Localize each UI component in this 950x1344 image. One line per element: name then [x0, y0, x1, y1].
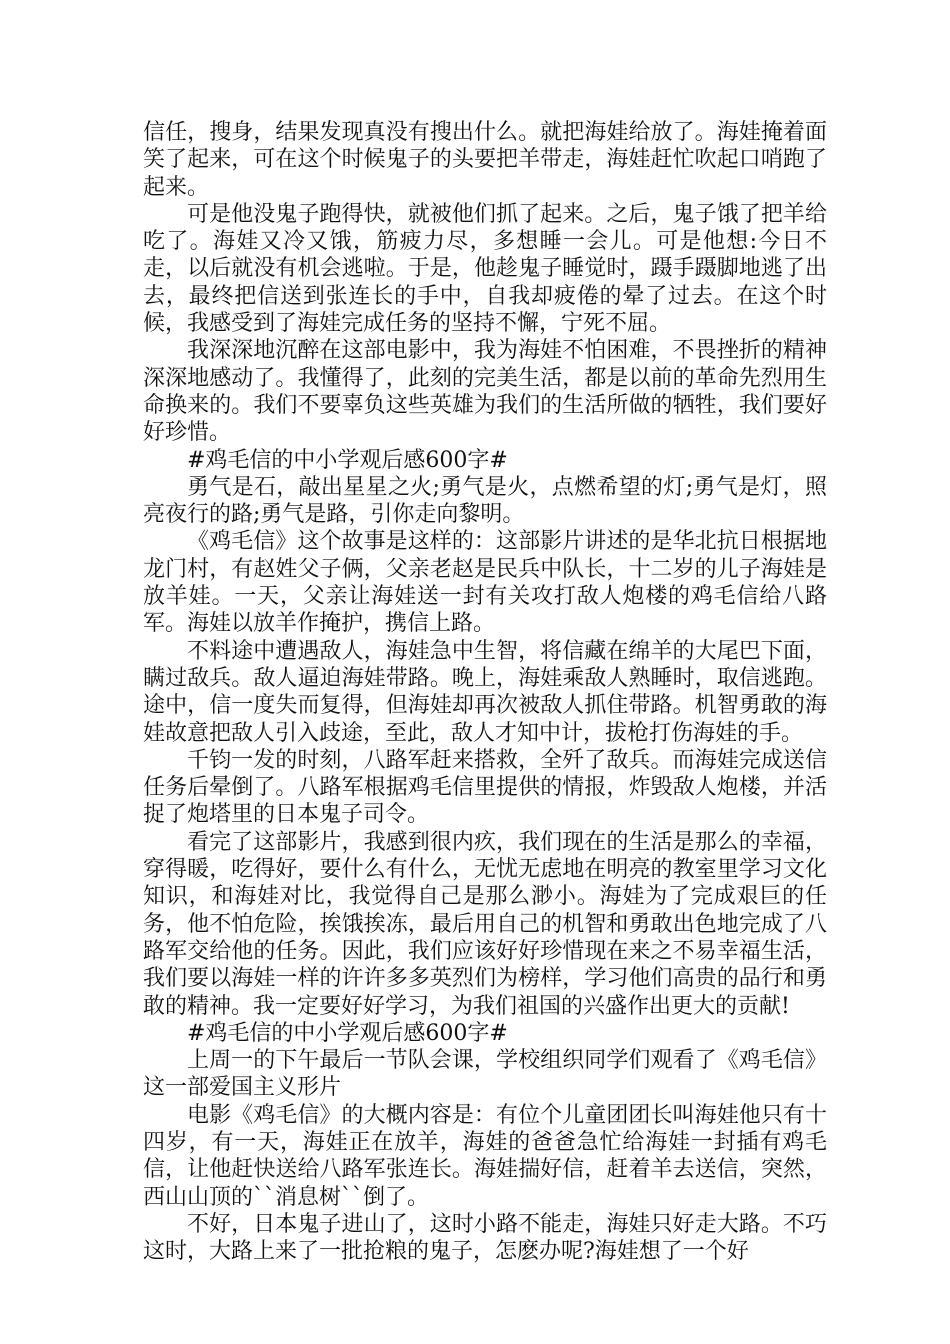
paragraph: 看完了这部影片，我感到很内疚，我们现在的生活是那么的幸福，穿得暖，吃得好，要什么有什么，无忧无虑地在明亮的教室里学习文化知识，和海娃对比，我觉得自己是那么渺小。海娃为了完成艰巨的任务，他不怕危险，挨饿挨冻，最后用自己的机智和勇敢出色地完成了八路军交给他的任务。因此，我们应该好好珍惜现在来之不易幸福生活，我们要以海娃一样的许许多多英烈们为榜样，学习他们高贵的品行和勇敢的精神。我一定要好好学习，为我们祖国的兴盛作出更大的贡献! [143, 829, 827, 1019]
paragraph: 我深深地沉醉在这部电影中，我为海娃不怕困难，不畏挫折的精神深深地感动了。我懂得了，此刻的完美生活，都是以前的革命先烈用生命换来的。我们不要辜负这些英雄为我们的生活所做的牺牲，我们要好好珍惜。 [143, 338, 827, 446]
paragraph: 不好，日本鬼子进山了，这时小路不能走，海娃只好走大路。不巧这时，大路上来了一批抢粮的鬼子，怎麽办呢?海娃想了一个好 [143, 1211, 827, 1265]
paragraph: 《鸡毛信》这个故事是这样的：这部影片讲述的是华北抗日根据地龙门村，有赵姓父子俩，父亲老赵是民兵中队长，十二岁的儿子海娃是放羊娃。一天，父亲让海娃送一封有关攻打敌人炮楼的鸡毛信给八路军。海娃以放羊作掩护，携信上路。 [143, 529, 827, 637]
paragraph: 上周一的下午最后一节队会课，学校组织同学们观看了《鸡毛信》这一部爱国主义形片 [143, 1048, 827, 1101]
paragraph: 信任，搜身，结果发现真没有搜出什么。就把海娃给放了。海娃掩着面笑了起来，可在这个时候鬼子的头要把羊带走，海娃赶忙吹起口哨跑了起来。 [143, 120, 827, 200]
paragraph: 千钧一发的时刻，八路军赶来搭救，全歼了敌兵。而海娃完成送信任务后晕倒了。八路军根据鸡毛信里提供的情报，炸毁敌人炮楼，并活捉了炮塔里的日本鬼子司令。 [143, 747, 827, 828]
paragraph: 电影《鸡毛信》的大概内容是：有位个儿童团团长叫海娃他只有十四岁，有一天，海娃正在放羊，海娃的爸爸急忙给海娃一封插有鸡毛信，让他赶快送给八路军张连长。海娃揣好信，赶着羊去送信，突然，西山山顶的``消息树``倒了。 [143, 1102, 827, 1210]
document-page [143, 119, 827, 1265]
section-heading: #鸡毛信的中小学观后感600字# [187, 447, 508, 473]
paragraph: 不料途中遭遇敌人，海娃急中生智，将信藏在绵羊的大尾巴下面，瞒过敌兵。敌人逼迫海娃带路。晚上，海娃乘敌人熟睡时，取信逃跑。途中，信一度失而复得，但海娃却再次被敌人抓住带路。机智勇敢的海娃故意把敌人引入歧途，至此，敌人才知中计，拔枪打伤海娃的手。 [143, 638, 827, 746]
section-heading: #鸡毛信的中小学观后感600字# [187, 1020, 508, 1046]
paragraph: 可是他没鬼子跑得快，就被他们抓了起来。之后，鬼子饿了把羊给吃了。海娃又冷又饿，筋疲力尽，多想睡一会儿。可是他想:今日不走，以后就没有机会逃啦。于是，他趁鬼子睡觉时，蹑手蹑脚地逃了出去，最终把信送到张连长的手中，自我却疲倦的晕了过去。在这个时候，我感受到了海娃完成任务的坚持不懈，宁死不屈。 [143, 201, 827, 337]
paragraph: 勇气是石，敲出星星之火;勇气是火，点燃希望的灯;勇气是灯，照亮夜行的路;勇气是路，引你走向黎明。 [143, 474, 827, 528]
